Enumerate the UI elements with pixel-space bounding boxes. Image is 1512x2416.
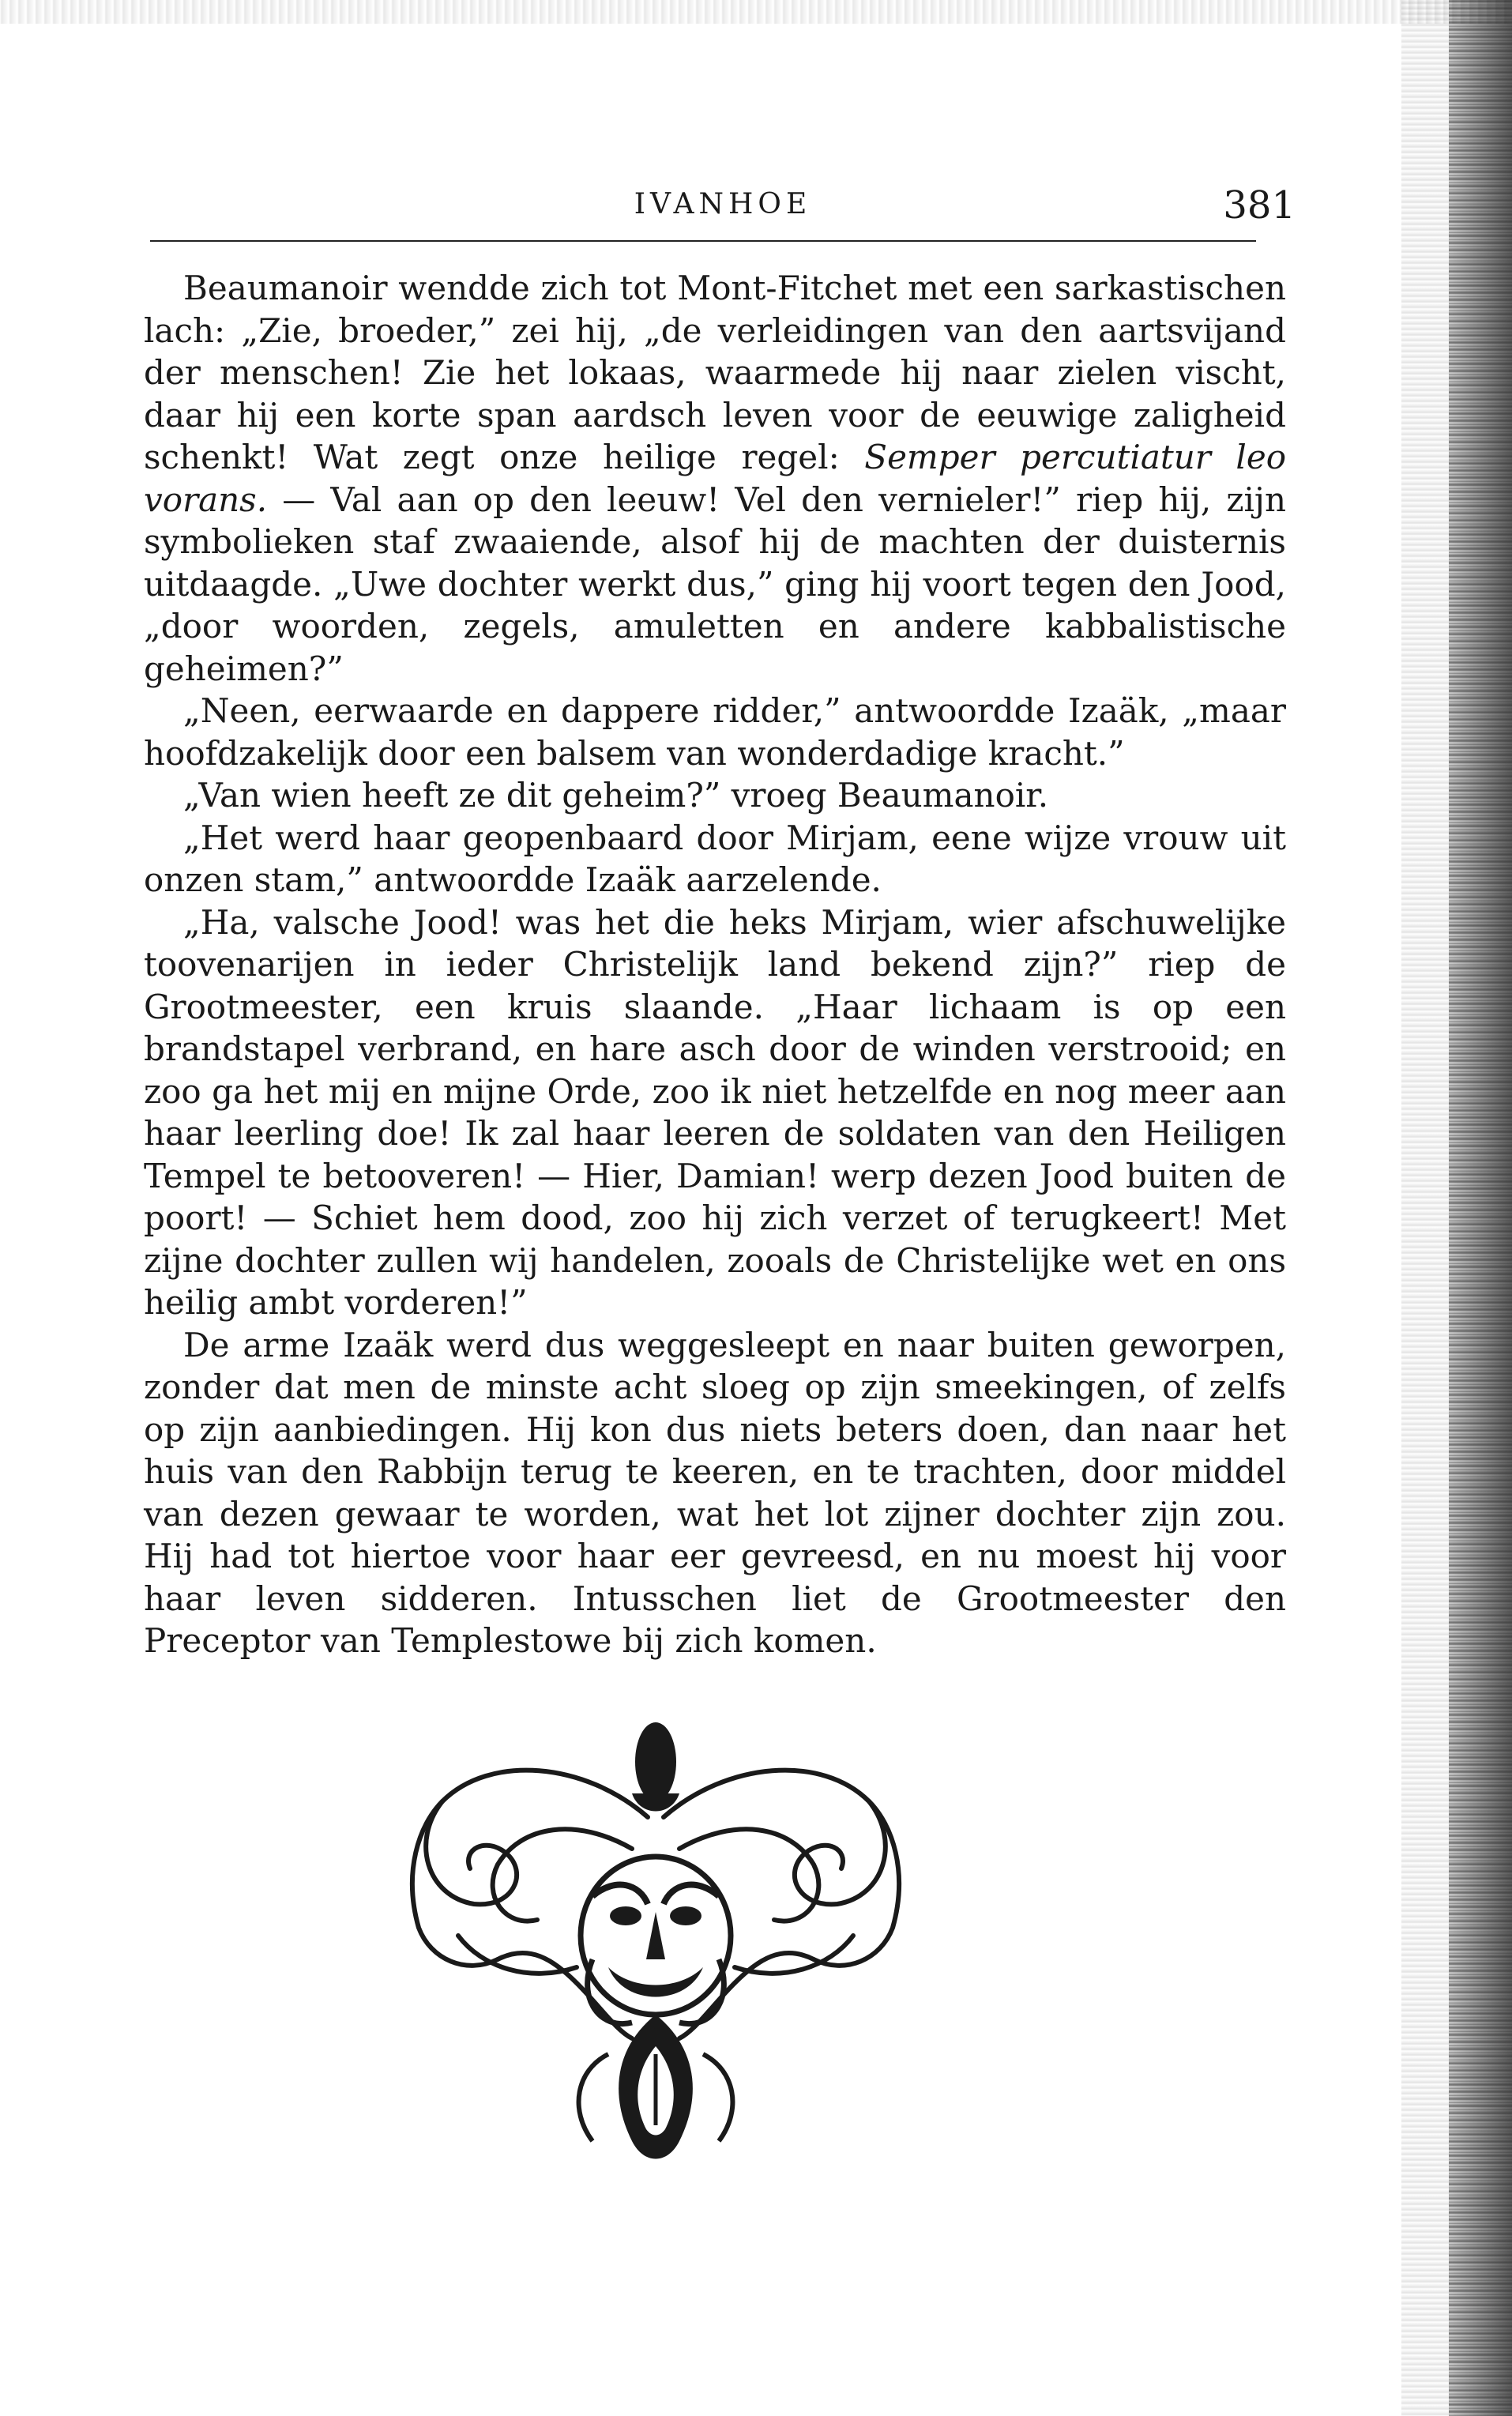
scan-edge-shadow: [1401, 0, 1449, 2416]
paragraph-text: Beaumanoir wendde zich tot Mont-Fitchet met een sarkastischen lach: „Zie, broeder,” zei hij, „de verleidingen van den aartsvijand der menschen! Zie het lokaas, waarmede hij naar zielen vischt, daar hij een korte span aardsch leven voor de eeuwige zaligheid schenkt! Wat zegt onze heilige regel:: [144, 269, 1286, 476]
paragraph: „Neen, eerwaarde en dappere ridder,” antwoordde Izaäk, „maar hoofdzakelijk door een balsem van wonderdadige kracht.”: [144, 691, 1286, 773]
header-rule: [150, 240, 1256, 242]
paragraph: „Ha, valsche Jood! was het die heks Mirjam, wier afschuwelijke toovenarijen in ieder Christelijk land bekend zijn?” riep de Grootmeester, een kruis slaande. „Haar lichaam is op een brandstapel verbrand, en hare asch door de winden verstrooid; en zoo ga het mij en mijne Orde, zoo ik niet hetzelfde en nog meer aan haar leerling doe! Ik zal haar leeren de soldaten van den Heiligen Tempel te betooveren! — Hier, Damian! werp dezen Jood buiten de poort! — Schiet hem dood, zoo hij zich verzet of terugkeert! Met zijne dochter zullen wij handelen, zooals de Christelijke wet en ons heilig ambt vorderen!”: [144, 902, 1286, 1322]
paragraph: [144, 267, 1286, 690]
running-header: [150, 183, 1296, 235]
paragraph: De arme Izaäk werd dus weggesleept en naar buiten geworpen, zonder dat men de minste acht sloeg op zijn smeekingen, of zelfs op zijn aanbiedingen. Hij kon dus niets beters doen, dan naar het huis van den Rabbijn terug te keeren, en te trachten, door middel van dezen gewaar te worden, wat het lot zijner dochter zijn zou. Hij had tot hiertoe voor haar eer gevreesd, en nu moest hij voor haar leven sidderen. Intusschen liet de Grootmeester den Preceptor van Templestowe bij zich komen.: [144, 1325, 1286, 1660]
grotesque-mask-ornament-icon: [395, 1699, 916, 2188]
paragraph-text: — Val aan op den leeuw! Vel den vernieler!” riep hij, zijn symbolieken staf zwaaiende, alsof hij de machten der duisternis uitdaagde. „Uwe dochter werkt dus,” ging hij voort tegen den Jood, „door woorden, zegels, amuletten en andere kabbalistische geheimen?”: [144, 480, 1286, 688]
scan-speckle: [0, 0, 1512, 24]
body-text: [144, 267, 1286, 1662]
paragraph: „Het werd haar geopenbaard door Mirjam, eene wijze vrouw uit onzen stam,” antwoordde Izaäk aarzelende.: [144, 818, 1286, 899]
running-title: IVANHOE: [634, 188, 812, 220]
page-number: 381: [1223, 183, 1296, 228]
scan-page-edge: [1449, 0, 1512, 2416]
latin-quote: Semper percutiatur leo vorans.: [144, 438, 1287, 519]
paragraph: „Van wien heeft ze dit geheim?” vroeg Beaumanoir.: [183, 776, 1049, 815]
